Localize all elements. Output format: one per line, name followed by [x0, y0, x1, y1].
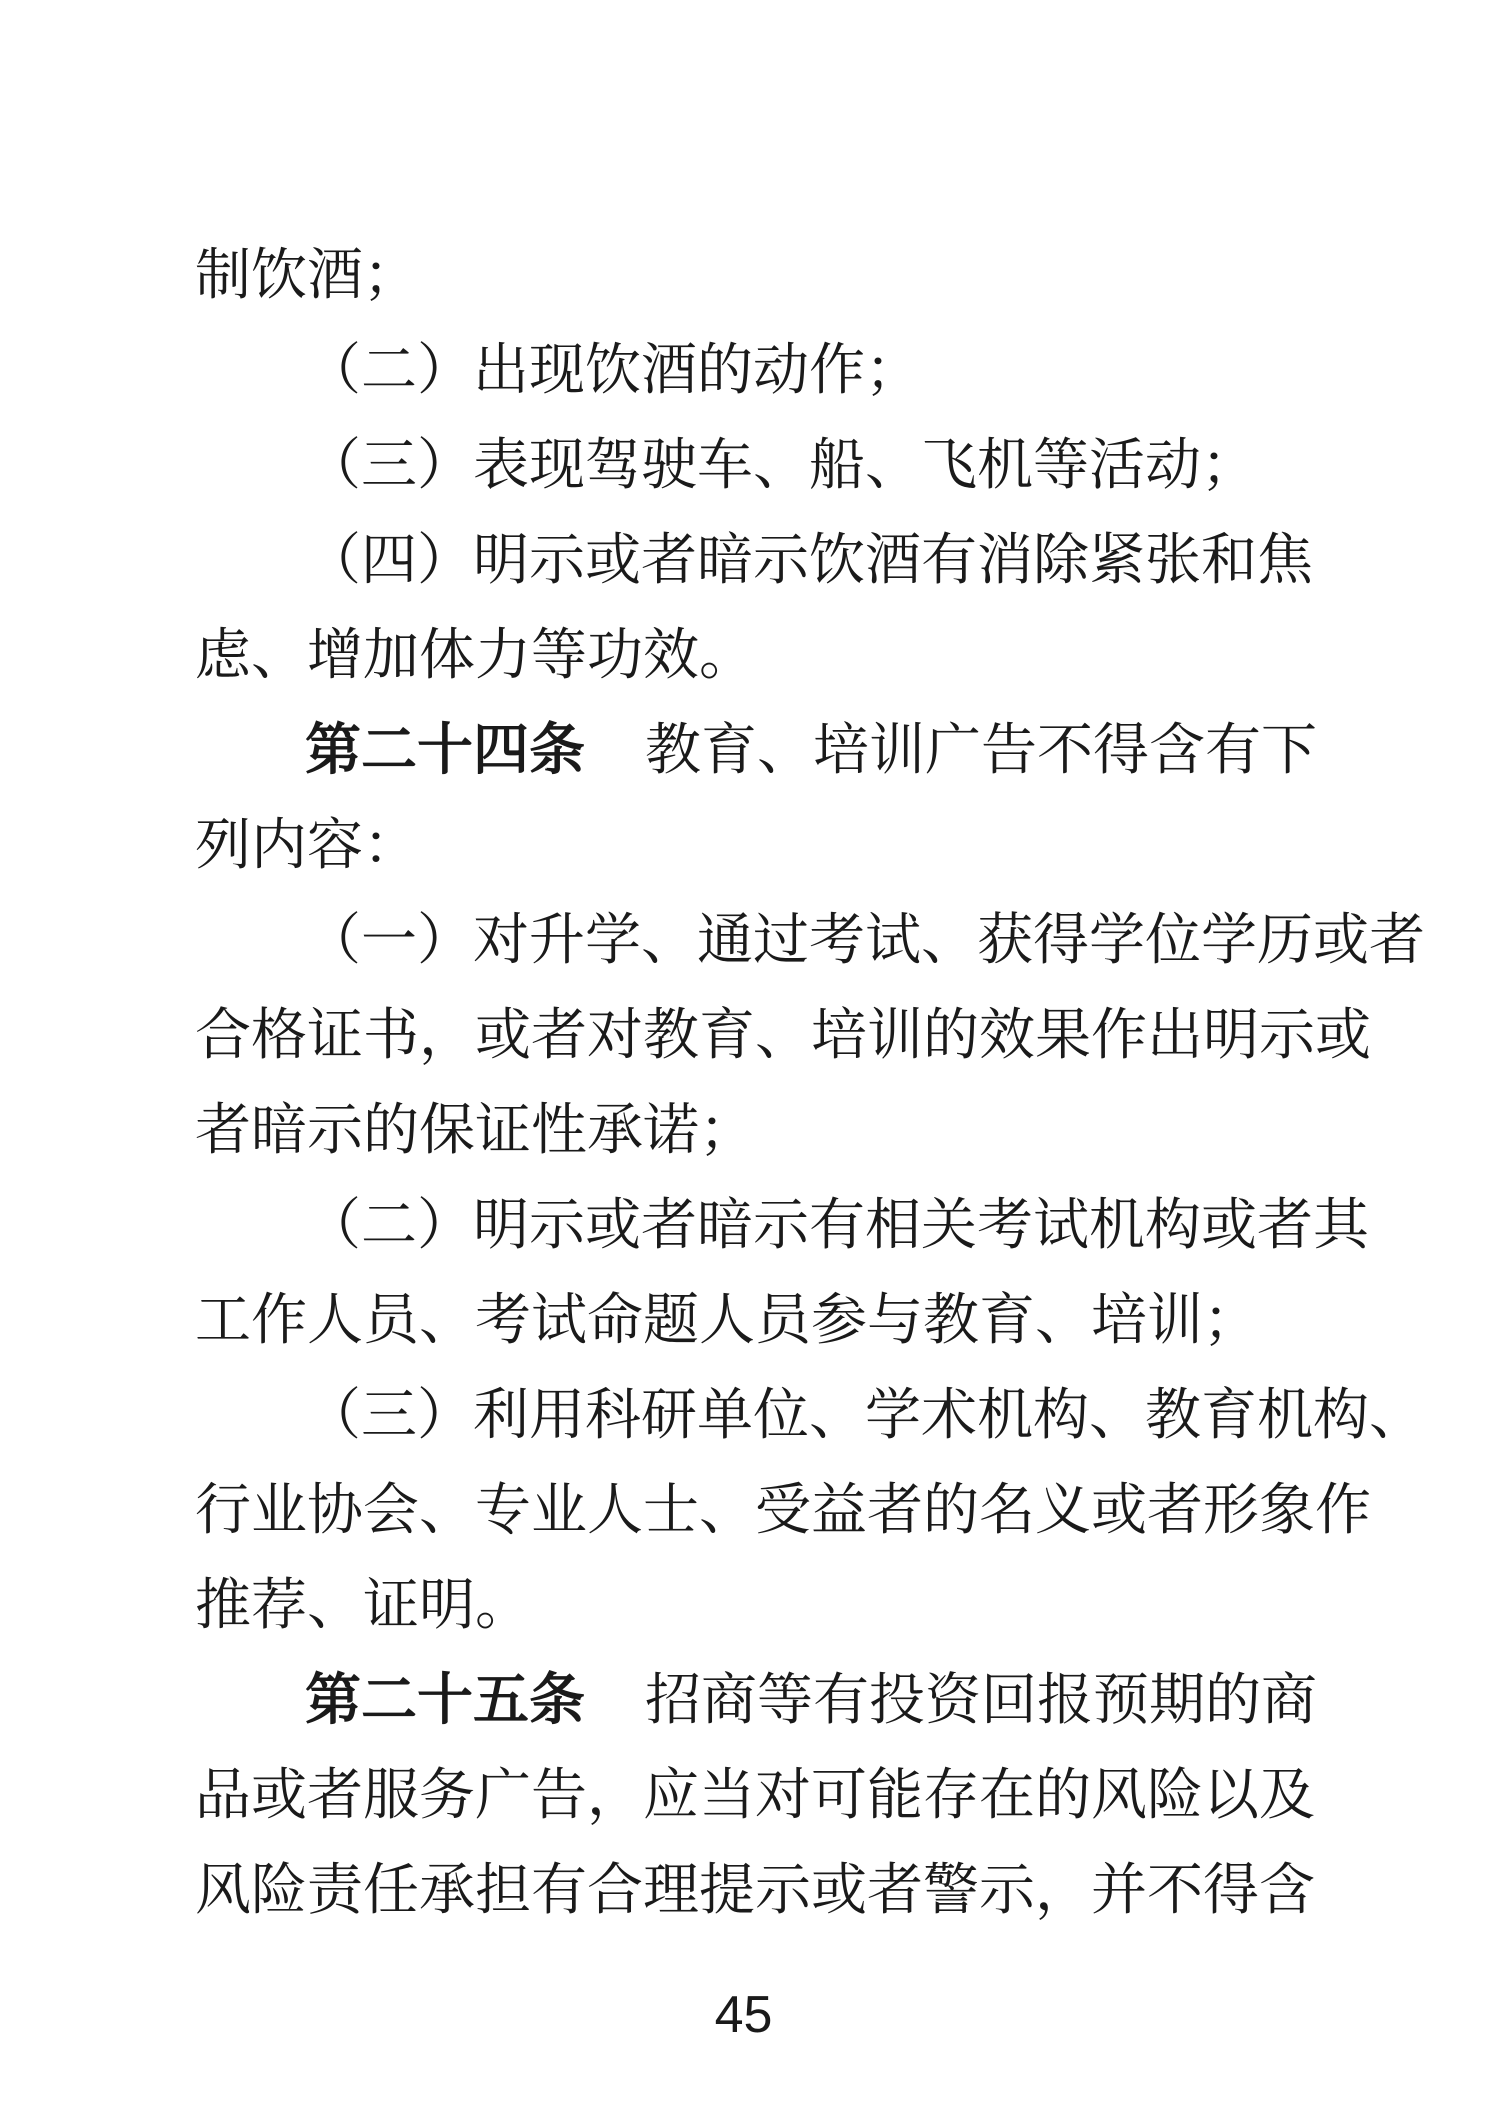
text-line: 虑、增加体力等功效。 — [195, 623, 755, 688]
text-line: 行业协会、专业人士、受益者的名义或者形象作 — [195, 1478, 1371, 1543]
article-text: 招商等有投资回报预期的商 — [645, 1668, 1317, 1733]
text-line: （三）表现驾驶车、船、飞机等活动； — [305, 433, 1257, 498]
text-line: （二）出现饮酒的动作； — [305, 338, 921, 403]
article-line — [305, 1665, 1317, 1737]
text-line: 制饮酒； — [195, 243, 419, 308]
text-line: 列内容： — [195, 813, 419, 878]
article-heading: 第二十五条 — [305, 1668, 585, 1733]
text-line: 者暗示的保证性承诺； — [195, 1098, 755, 1163]
text-line: 推荐、证明。 — [195, 1573, 531, 1638]
text-line: 工作人员、考试命题人员参与教育、培训； — [195, 1288, 1259, 1353]
text-line: （二）明示或者暗示有相关考试机构或者其 — [305, 1193, 1369, 1258]
text-line: （三）利用科研单位、学术机构、教育机构、 — [305, 1383, 1425, 1448]
text-line: （四）明示或者暗示饮酒有消除紧张和焦 — [305, 528, 1313, 593]
page-number: 45 — [714, 1986, 773, 2044]
text-line: 品或者服务广告，应当对可能存在的风险以及 — [195, 1763, 1315, 1828]
article-text: 教育、培训广告不得含有下 — [645, 718, 1317, 783]
text-line: （一）对升学、通过考试、获得学位学历或者 — [305, 908, 1425, 973]
article-line — [305, 715, 1317, 787]
text-line: 合格证书，或者对教育、培训的效果作出明示或 — [195, 1003, 1371, 1068]
text-line: 风险责任承担有合理提示或者警示，并不得含 — [195, 1858, 1315, 1923]
article-heading: 第二十四条 — [305, 718, 585, 783]
